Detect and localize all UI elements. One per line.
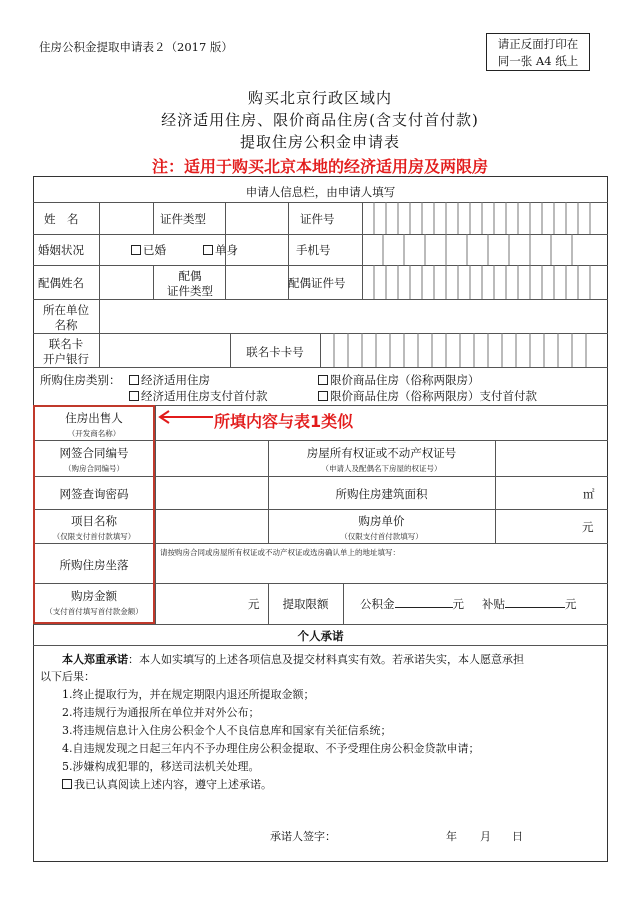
cert-no-sub-label: （申请人及配偶名下房屋的权证号）: [321, 464, 442, 473]
form-label: 住房公积金提取申请表２（2017 版）: [39, 40, 233, 54]
opt-econ-down-checkbox[interactable]: 经济适用住房支付首付款: [129, 388, 268, 404]
promise-item-3: 3.将违规信息计入住房公积金个人不良信息库和国家有关征信系统；: [62, 724, 392, 737]
print-note-line1: 请正反面打印在: [497, 37, 579, 51]
project-sub-label: （仅限支付首付款填写）: [52, 532, 136, 541]
location-label: 所购住房坐落: [59, 558, 129, 572]
seller-label: 住房出售人: [65, 411, 123, 425]
sign-label: 承诺人签字：: [270, 830, 336, 843]
promise-item-2: 2.将违规行为通报所在单位并对外公布；: [62, 706, 260, 719]
marital-label: 婚姻状况: [38, 243, 84, 257]
name-label: 姓 名: [44, 212, 79, 226]
subsidy-field[interactable]: 补贴 元: [482, 597, 577, 611]
unit-price-sub-label: （仅限支付首付款填写）: [340, 532, 423, 541]
card-no-label: 联名卡卡号: [246, 345, 304, 359]
cert-no-label: 房屋所有权证或不动产权证号: [306, 446, 457, 460]
area-unit: ㎡: [583, 487, 595, 501]
opt-econ-checkbox[interactable]: 经济适用住房: [129, 372, 210, 388]
area-label: 所购住房建筑面积: [335, 487, 428, 501]
annotation-text: 所填内容与表1类似: [214, 412, 354, 431]
seller-sub-label: （开发商名称）: [67, 429, 121, 438]
unit-price-label: 购房单价: [358, 514, 405, 528]
single-checkbox[interactable]: 单身: [203, 242, 238, 258]
project-label: 项目名称: [71, 514, 117, 528]
spouse-name-label: 配偶姓名: [38, 276, 84, 290]
opt-limited-checkbox[interactable]: 限价商品住房（俗称两限房）: [318, 372, 480, 388]
promise-item-1: 1.终止提取行为，并在规定期限内退还所提取金额；: [62, 688, 315, 701]
phone-label: 手机号: [296, 243, 331, 257]
unit-price-yuan: 元: [582, 520, 594, 534]
spouse-id-no-label: 配偶证件号: [288, 276, 346, 290]
employer-label-2: 名称: [54, 318, 78, 332]
spouse-id-type-label-1: 配偶: [178, 269, 202, 283]
amount-yuan: 元: [248, 597, 260, 611]
highlight-box: [33, 405, 155, 624]
title-line3: 提取住房公积金申请表: [239, 133, 400, 151]
limit-label: 提取限额: [282, 597, 329, 611]
bank-label-1: 联名卡: [48, 337, 84, 351]
red-note: 注：适用于购买北京本地的经济适用房及两限房: [151, 157, 488, 176]
amount-label: 购房金额: [71, 589, 117, 603]
housing-type-label: 所购住房类别：: [40, 373, 121, 387]
confirm-checkbox[interactable]: 我已认真阅读上述内容，遵守上述承诺。: [62, 776, 272, 792]
year-label: 年: [446, 830, 457, 843]
amount-sub-label: （支付首付填写首付款金额）: [45, 607, 143, 616]
title-line2: 经济适用住房、限价商品住房(含支付首付款): [161, 111, 479, 129]
promise-section-title: 个人承诺: [297, 629, 344, 643]
id-no-label: 证件号: [300, 212, 335, 226]
promise-item-5: 5.涉嫌构成犯罪的，移送司法机关处理。: [62, 760, 260, 773]
applicant-section-title: 申请人信息栏，由申请人填写: [245, 185, 396, 199]
left-arrow-icon: [157, 410, 215, 424]
contract-no-label: 网签合同编号: [59, 446, 129, 460]
promise-lead-line2: 以下后果：: [40, 670, 95, 683]
month-label: 月: [480, 830, 491, 843]
location-hint: 请按购房合同或房屋所有权证或不动产权证或选房确认单上的地址填写：: [160, 548, 400, 557]
contract-no-sub-label: （购房合同编号）: [64, 464, 124, 473]
spouse-id-type-label-2: 证件类型: [167, 284, 213, 298]
id-type-label: 证件类型: [160, 212, 206, 226]
promise-lead: 本人郑重承诺：本人如实填写的上述各项信息及提交材料真实有效。若承诺失实，本人愿意承担: [62, 653, 524, 666]
married-checkbox[interactable]: 已婚: [131, 242, 166, 258]
title-line1: 购买北京行政区域内: [247, 89, 392, 107]
day-label: 日: [512, 830, 523, 843]
promise-item-4: 4.自违规发现之日起三年内不予办理住房公积金提取、不予受理住房公积金贷款申请；: [62, 742, 480, 755]
gjj-field[interactable]: 公积金 元: [360, 597, 464, 611]
bank-label-2: 开户银行: [43, 352, 89, 366]
opt-limited-down-checkbox[interactable]: 限价商品住房（俗称两限房）支付首付款: [318, 388, 537, 404]
query-pwd-label: 网签查询密码: [59, 487, 129, 501]
employer-label-1: 所在单位: [43, 303, 89, 317]
print-note-line2: 同一张 A4 纸上: [497, 54, 579, 68]
